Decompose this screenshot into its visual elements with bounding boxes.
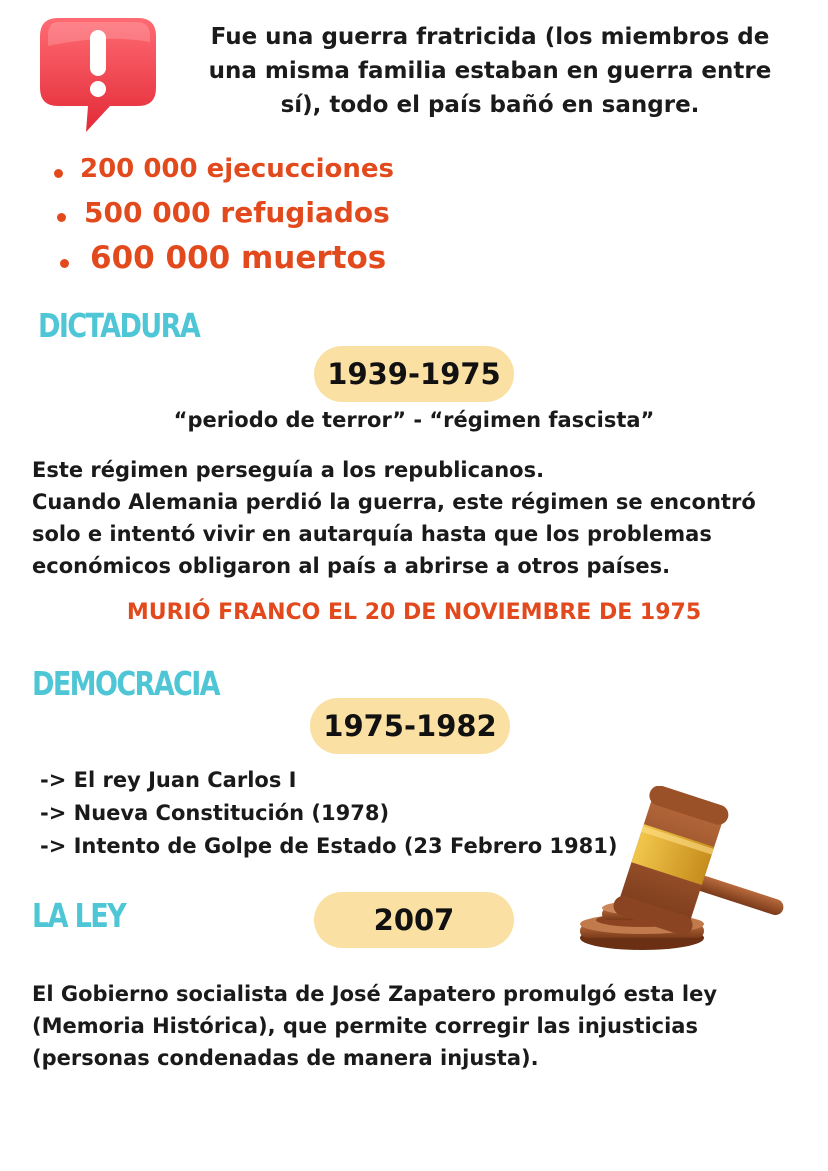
- list-item: -> El rey Juan Carlos I: [40, 768, 297, 792]
- paragraph-line: El Gobierno socialista de José Zapatero promulgó esta ley: [32, 982, 718, 1006]
- section-title-dictadura: DICTADURA: [38, 306, 200, 345]
- paragraph-line: solo e intentó vivir en autarquía hasta que los problemas: [32, 522, 712, 546]
- franco-death-highlight: MURIÓ FRANCO EL 20 DE NOVIEMBRE DE 1975: [126, 600, 702, 625]
- stat-item: [52, 240, 394, 286]
- bullet-icon: [57, 213, 66, 222]
- dictadura-quote: “periodo de terror” - “régimen fascista”: [173, 408, 655, 432]
- paragraph-line: Cuando Alemania perdió la guerra, este régimen se encontró: [32, 490, 756, 514]
- section-title-la-ley: LA LEY: [32, 896, 126, 935]
- democracia-list: [40, 764, 617, 863]
- dictadura-paragraph: [32, 454, 756, 582]
- stat-text: 200 000 ejecucciones: [80, 154, 394, 184]
- intro-line: una misma familia estaban en guerra entre: [208, 58, 772, 84]
- intro-line: Fue una guerra fratricida (los miembros de: [210, 24, 770, 50]
- years-pill-dictadura: 1939-1975: [314, 346, 514, 402]
- gavel-icon: [574, 786, 798, 956]
- intro-line: sí), todo el país bañó en sangre.: [280, 92, 700, 118]
- list-item: -> Nueva Constitución (1978): [40, 801, 390, 825]
- war-stats-list: [52, 154, 394, 286]
- la-ley-paragraph: [32, 978, 717, 1074]
- stat-item: [52, 196, 394, 240]
- stat-item: [52, 154, 394, 196]
- bullet-icon: [54, 169, 63, 178]
- stat-text: 500 000 refugiados: [84, 196, 390, 229]
- list-item: -> Intento de Golpe de Estado (23 Febrero 1981): [40, 834, 618, 858]
- year-pill-la-ley: 2007: [314, 892, 514, 948]
- paragraph-line: (Memoria Histórica), que permite corregir las injusticias: [32, 1014, 698, 1038]
- stat-text: 600 000 muertos: [90, 240, 387, 276]
- years-pill-democracia: 1975-1982: [310, 698, 510, 754]
- paragraph-line: Este régimen perseguía a los republicanos.: [32, 458, 545, 482]
- exclamation-speech-bubble-icon: [36, 12, 160, 136]
- paragraph-line: económicos obligaron al país a abrirse a otros países.: [32, 554, 671, 578]
- intro-paragraph: [180, 20, 800, 122]
- paragraph-line: (personas condenadas de manera injusta).: [32, 1046, 539, 1070]
- section-title-democracia: DEMOCRACIA: [32, 664, 219, 703]
- bullet-icon: [60, 259, 69, 268]
